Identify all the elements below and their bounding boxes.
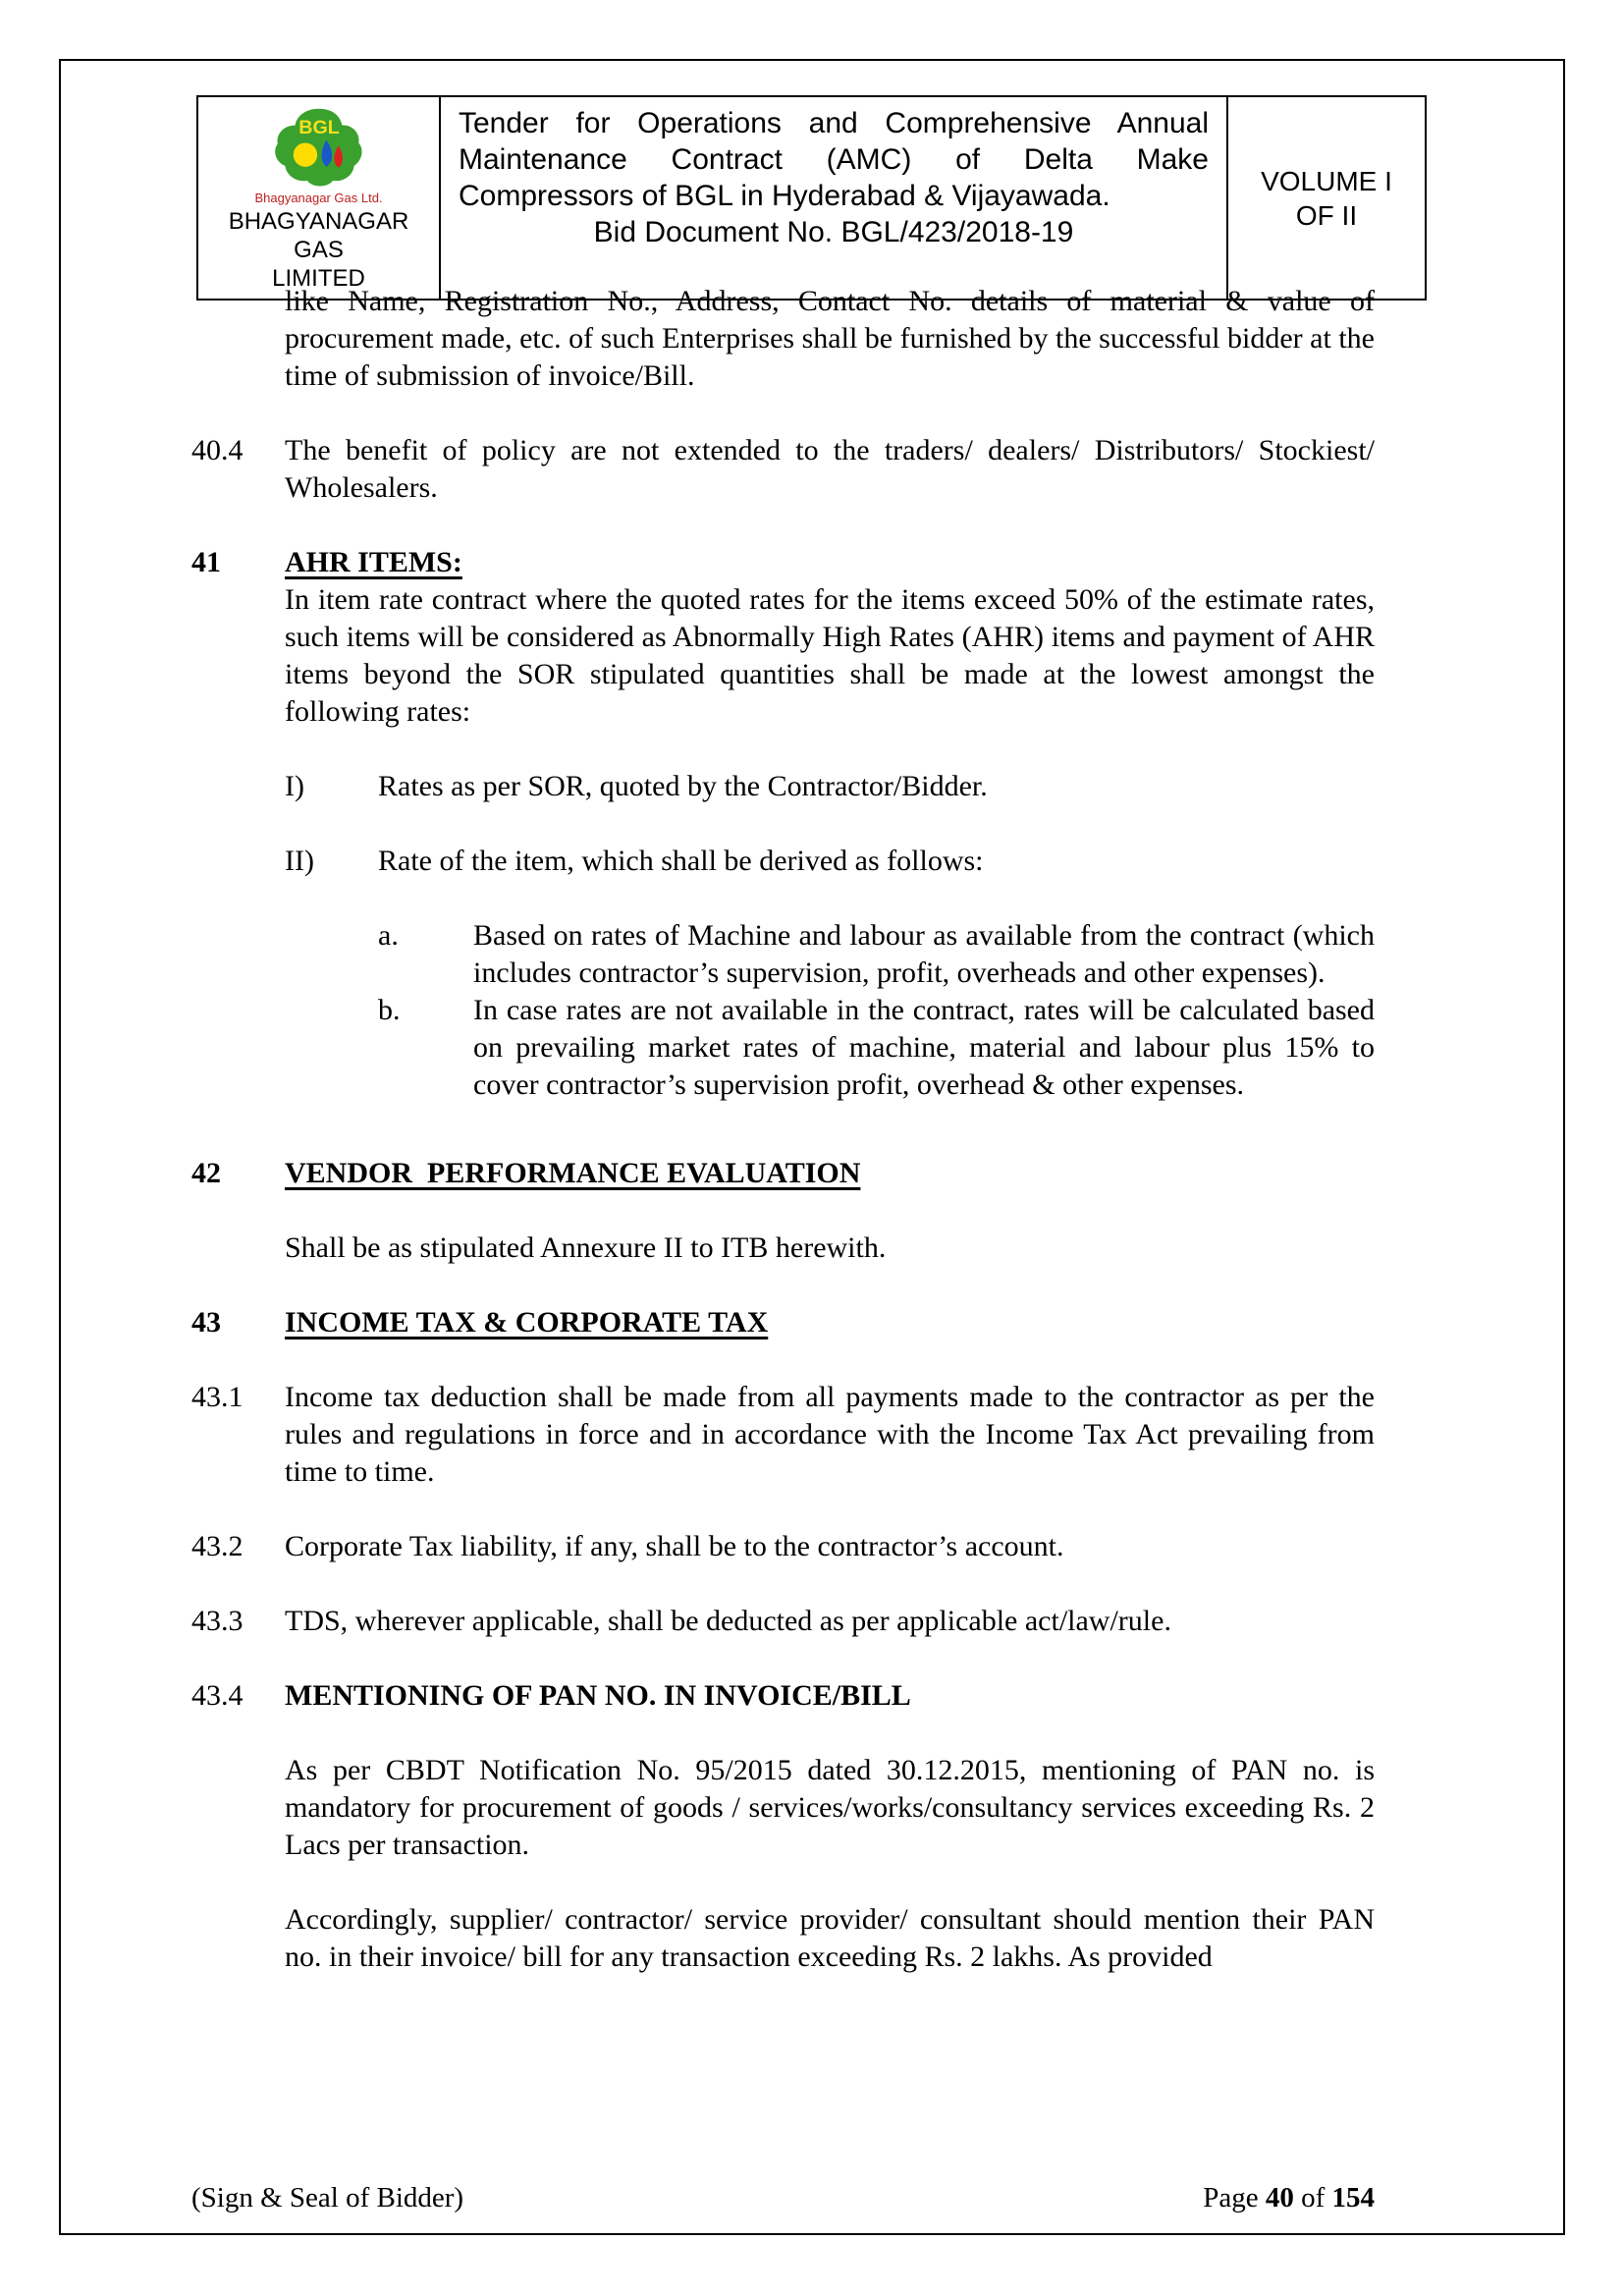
clause-number: 43.3 bbox=[191, 1605, 244, 1637]
list-item-b bbox=[378, 992, 1375, 1104]
clause-number: 43.1 bbox=[191, 1381, 244, 1413]
clause-title: MENTIONING OF PAN NO. IN INVOICE/BILL bbox=[285, 1679, 911, 1712]
clause-number: 40.4 bbox=[191, 434, 244, 466]
clause-43-4-para1 bbox=[191, 1752, 1375, 1864]
list-marker: a. bbox=[378, 919, 399, 952]
paragraph-text: like Name, Registration No., Address, Contact No. details of material & value of procurement made, etc. of such Enterprises shall be furnished by the successful bidder at the time of submission of invoice/Bill. bbox=[285, 285, 1375, 392]
list-marker: II) bbox=[285, 845, 314, 877]
section-42-heading bbox=[191, 1155, 1375, 1192]
logo-bgl-text: BGL bbox=[298, 117, 340, 139]
list-item-I bbox=[285, 768, 1375, 805]
page-word: Page bbox=[1203, 2182, 1266, 2214]
section-title: AHR ITEMS: bbox=[285, 546, 462, 578]
section-title: INCOME TAX & CORPORATE TAX bbox=[285, 1306, 769, 1339]
document-body bbox=[191, 283, 1375, 2013]
clause-43-3 bbox=[191, 1603, 1375, 1640]
paragraph-text: Corporate Tax liability, if any, shall be to the contractor’s account. bbox=[285, 1530, 1064, 1562]
clause-40-4 bbox=[191, 432, 1375, 507]
tender-title: Tender for Operations and Comprehensive Annual Maintenance Contract (AMC) of Delta Make Compressors of BGL in Hyderabad & Vijayawada. bbox=[459, 107, 1209, 212]
list-marker: b. bbox=[378, 994, 401, 1026]
header-title-cell bbox=[441, 97, 1228, 299]
bgl-logo-icon bbox=[268, 105, 370, 193]
volume-line1: VOLUME I bbox=[1261, 165, 1392, 196]
list-item-text: Rate of the item, which shall be derived as follows: bbox=[378, 845, 984, 877]
paragraph-intro bbox=[191, 283, 1375, 395]
clause-number bbox=[191, 1752, 285, 1864]
logo-caption: Bhagyanagar Gas Ltd. bbox=[254, 191, 383, 205]
paragraph-text: As per CBDT Notification No. 95/2015 dated 30.12.2015, mentioning of PAN no. is mandatory for procurement of goods / services/works/consultancy services exceeding Rs. 2 Lacs per transaction. bbox=[285, 1754, 1375, 1861]
header-volume-cell bbox=[1228, 97, 1425, 299]
volume-line2: OF II bbox=[1295, 199, 1358, 231]
clause-42-body bbox=[191, 1230, 1375, 1267]
section-number: 42 bbox=[191, 1157, 221, 1189]
list-item-text: In case rates are not available in the contract, rates will be calculated based on prevailing market rates of machine, material and labour plus 15% to cover contractor’s supervision profit, overhead & other expenses. bbox=[473, 994, 1375, 1101]
clause-43-4-para2 bbox=[191, 1901, 1375, 1976]
paragraph-text: Accordingly, supplier/ contractor/ service provider/ consultant should mention their PAN no. in their invoice/ bill for any transaction exceeding Rs. 2 lakhs. As provided bbox=[285, 1903, 1375, 1973]
page-number-label bbox=[1203, 2180, 1375, 2215]
clause-number bbox=[191, 1230, 285, 1267]
clause-number bbox=[191, 1901, 285, 1976]
clause-number bbox=[191, 581, 285, 731]
paragraph-text: TDS, wherever applicable, shall be deducted as per applicable act/law/rule. bbox=[285, 1605, 1171, 1637]
list-item-II bbox=[285, 843, 1375, 880]
header-logo-cell bbox=[198, 97, 441, 299]
org-name-line1: BHAGYANAGAR GAS bbox=[228, 208, 409, 263]
clause-43-1 bbox=[191, 1379, 1375, 1491]
paragraph-text: In item rate contract where the quoted rates for the items exceed 50% of the estimate rates, such items will be considered as Abnormally High Rates (AHR) items and payment of AHR items beyond the SOR stipulated quantities shall be made at the lowest amongst the following rates: bbox=[285, 583, 1375, 728]
clause-number: 43.2 bbox=[191, 1530, 244, 1562]
bid-document-number: Bid Document No. BGL/423/2018-19 bbox=[593, 216, 1074, 248]
paragraph-text: Shall be as stipulated Annexure II to ITB herewith. bbox=[285, 1231, 887, 1264]
section-title: VENDOR PERFORMANCE EVALUATION bbox=[285, 1157, 861, 1189]
list-item-text: Rates as per SOR, quoted by the Contractor/Bidder. bbox=[378, 770, 988, 802]
section-number: 41 bbox=[191, 546, 221, 578]
org-name bbox=[204, 207, 433, 293]
section-number: 43 bbox=[191, 1306, 221, 1339]
list-item-text: Based on rates of Machine and labour as available from the contract (which includes contractor’s supervision, profit, overheads and other expenses). bbox=[473, 919, 1375, 989]
org-name-line2: LIMITED bbox=[272, 265, 365, 292]
header-table bbox=[196, 95, 1427, 301]
section-41-heading bbox=[191, 544, 1375, 581]
paragraph-text: The benefit of policy are not extended to the traders/ dealers/ Distributors/ Stockiest/ Wholesalers. bbox=[285, 434, 1375, 504]
of-word: of bbox=[1293, 2182, 1332, 2214]
clause-41-body bbox=[191, 581, 1375, 731]
sign-seal-label: (Sign & Seal of Bidder) bbox=[191, 2182, 464, 2214]
clause-number: 43.4 bbox=[191, 1679, 244, 1712]
clause-43-2 bbox=[191, 1528, 1375, 1565]
logo-sun-shape bbox=[293, 142, 316, 166]
list-marker: I) bbox=[285, 770, 304, 802]
list-item-a bbox=[378, 917, 1375, 992]
clause-43-4-heading bbox=[191, 1677, 1375, 1715]
page-footer bbox=[191, 2180, 1375, 2215]
section-43-heading bbox=[191, 1304, 1375, 1341]
paragraph-text: Income tax deduction shall be made from all payments made to the contractor as per the rules and regulations in force and in accordance with the Income Tax Act prevailing from time to time. bbox=[285, 1381, 1375, 1488]
page-total: 154 bbox=[1331, 2182, 1375, 2214]
clause-number bbox=[191, 283, 285, 395]
page-number: 40 bbox=[1265, 2182, 1294, 2214]
